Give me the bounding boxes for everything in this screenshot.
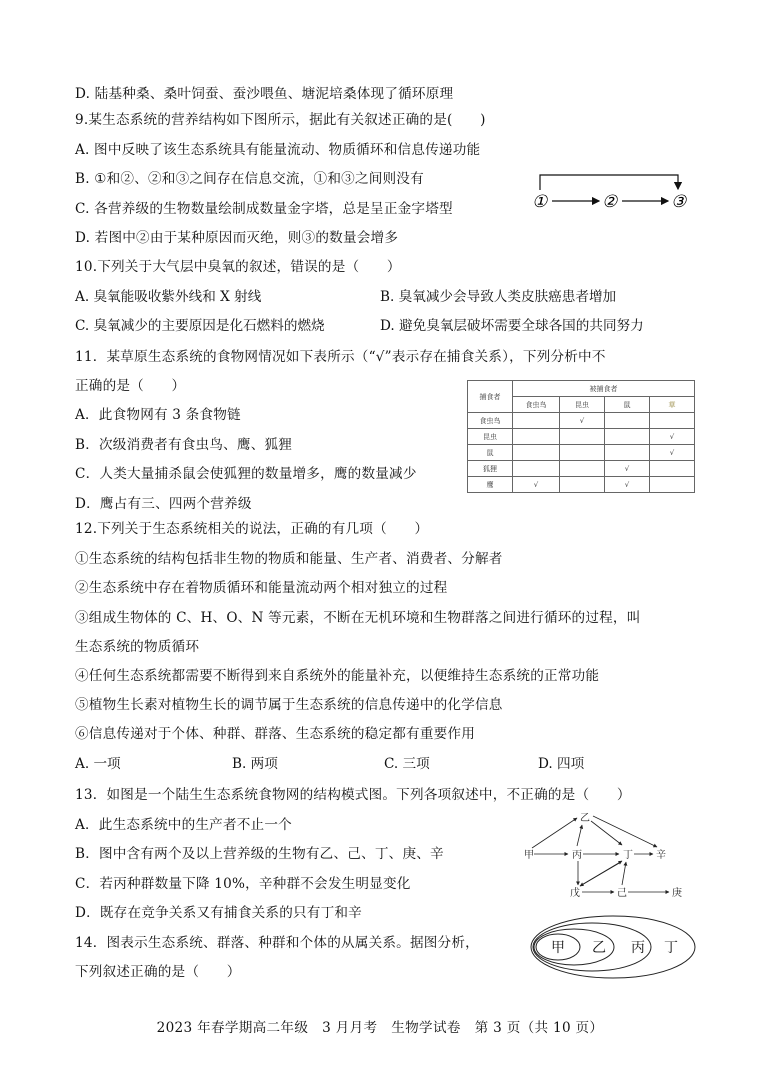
q13-option-b: B．图中含有两个及以上营养级的生物有乙、己、丁、庚、辛 xyxy=(75,846,444,862)
table-cell xyxy=(513,461,560,477)
q12-item-5: ⑤植物生长素对植物生长的调节属于生态系统的信息传递中的化学信息 xyxy=(75,697,503,713)
q9-option-c: C. 各营养级的生物数量绘制成数量金字塔，总是呈正金字塔型 xyxy=(75,201,453,217)
table-col-header: 鼠 xyxy=(605,397,650,413)
node-ji: 己 xyxy=(617,888,627,899)
q8-option-d: D. 陆基种桑、桑叶饲蚕、蚕沙喂鱼、塘泥培桑体现了循环原理 xyxy=(75,86,454,102)
node-wu: 戊 xyxy=(570,888,580,899)
q11-option-a: A．此食物网有 3 条食物链 xyxy=(75,407,241,423)
edge-yi-ding xyxy=(591,821,622,845)
q12-item-6: ⑥信息传递对于个体、种群、群落、生态系统的稳定都有重要作用 xyxy=(75,726,476,742)
q10-stem: 10.下列关于大气层中臭氧的叙述，错误的是（ ） xyxy=(75,259,401,275)
table-row-label: 食虫鸟 xyxy=(468,413,513,429)
q11-option-b: B．次级消费者有食虫鸟、鹰、狐狸 xyxy=(75,437,293,453)
q12-option-d: D. 四项 xyxy=(538,756,585,772)
q12-item-3: ③组成生物体的 C、H、O、N 等元素，不断在无机环境和生物群落之间进行循环的过程，叫 xyxy=(75,610,641,626)
q13-option-a: A．此生态系统中的生产者不止一个 xyxy=(75,817,292,833)
table-cell xyxy=(560,461,605,477)
table-cell xyxy=(650,477,695,493)
q12-item-4: ④任何生态系统都需要不断得到来自系统外的能量补充，以便维持生态系统的正常功能 xyxy=(75,668,600,684)
table-row xyxy=(468,477,695,493)
table-row xyxy=(468,429,695,445)
table-cell: √ xyxy=(513,477,560,493)
table-cell: √ xyxy=(650,429,695,445)
edge-yi-xin xyxy=(593,816,657,847)
q9-option-a: A. 图中反映了该生态系统具有能量流动、物质循环和信息传递功能 xyxy=(75,142,481,158)
q11-option-d: D．鹰占有三、四两个营养级 xyxy=(75,496,252,512)
q9-node-3: ③ xyxy=(671,192,687,212)
edge-ding-wu xyxy=(580,862,621,886)
table-row-label: 昆虫 xyxy=(468,429,513,445)
q13-stem: 13．如图是一个陆生生态系统食物网的结构模式图。下列各项叙述中，不正确的是（ ） xyxy=(75,787,631,803)
label-jia: 甲 xyxy=(551,940,565,956)
node-yi: 乙 xyxy=(580,813,590,824)
q9-arrow-1-3 xyxy=(540,175,678,190)
label-ding: 丁 xyxy=(664,940,678,956)
table-cell: √ xyxy=(605,477,650,493)
edge-ji-ding xyxy=(622,862,626,885)
q11-stem-line1: 11．某草原生态系统的食物网情况如下表所示（“√”表示存在捕食关系），下列分析中不 xyxy=(75,349,606,365)
table-cell xyxy=(560,477,605,493)
q12-option-c: C. 三项 xyxy=(384,756,430,772)
q9-option-b: B. ①和②、②和③之间存在信息交流，①和③之间则没有 xyxy=(75,171,424,187)
table-row xyxy=(468,413,695,429)
q9-option-d: D. 若图中②由于某种原因而灭绝，则③的数量会增多 xyxy=(75,230,399,246)
table-cell xyxy=(650,413,695,429)
table-cell xyxy=(560,445,605,461)
q12-stem: 12.下列关于生态系统相关的说法，正确的有几项（ ） xyxy=(75,521,429,537)
q13-option-c: C．若丙种群数量下降 10%，辛种群不会发生明显变化 xyxy=(75,876,411,892)
q14-stem-line2: 下列叙述正确的是（ ） xyxy=(75,964,241,980)
table-row-label: 鹰 xyxy=(468,477,513,493)
q11-foodweb-table xyxy=(467,380,695,493)
q14-nested-ellipses xyxy=(528,913,698,981)
table-cell xyxy=(605,413,650,429)
table-row xyxy=(468,461,695,477)
edge-jia-yi xyxy=(532,818,577,848)
table-col-header: 昆虫 xyxy=(560,397,605,413)
q11-stem-line2: 正确的是（ ） xyxy=(75,378,186,394)
q14-stem-line1: 14．图表示生态系统、群落、种群和个体的从属关系。据图分析， xyxy=(75,935,479,951)
q13-foodweb-diagram xyxy=(520,806,700,904)
q11-option-c: C．人类大量捕杀鼠会使狐狸的数量增多，鹰的数量减少 xyxy=(75,466,417,482)
table-row xyxy=(468,445,695,461)
q10-option-b: B. 臭氧减少会导致人类皮肤癌患者增加 xyxy=(380,289,617,305)
table-cell: √ xyxy=(650,445,695,461)
q9-node-1: ① xyxy=(532,192,548,212)
table-cell xyxy=(605,445,650,461)
table-cell xyxy=(513,413,560,429)
q10-option-a: A. 臭氧能吸收紫外线和 X 射线 xyxy=(75,289,262,305)
table-cell xyxy=(513,445,560,461)
table-col-header: 食虫鸟 xyxy=(513,397,560,413)
label-yi: 乙 xyxy=(592,940,606,956)
q9-node-2: ② xyxy=(602,192,618,212)
table-row-label: 鼠 xyxy=(468,445,513,461)
node-jia: 甲 xyxy=(524,850,534,861)
table-cell: √ xyxy=(560,413,605,429)
edge-bing-yi xyxy=(577,825,582,846)
q10-option-d: D. 避免臭氧层破坏需要全球各国的共同努力 xyxy=(380,318,644,334)
table-corner: 捕食者 xyxy=(468,381,513,413)
page-footer: 2023 年春学期高二年级 3 月月考 生物学试卷 第 3 页（共 10 页） xyxy=(156,1020,604,1036)
table-cell xyxy=(513,429,560,445)
q12-item-1: ①生态系统的结构包括非生物的物质和能量、生产者、消费者、分解者 xyxy=(75,551,503,567)
table-cell xyxy=(605,429,650,445)
q12-option-b: B. 两项 xyxy=(232,756,278,772)
node-xin: 辛 xyxy=(656,850,666,861)
q10-option-c: C. 臭氧减少的主要原因是化石燃料的燃烧 xyxy=(75,318,325,334)
q12-option-a: A. 一项 xyxy=(75,756,121,772)
q12-item-3-cont: 生态系统的物质循环 xyxy=(75,639,200,655)
q9-chain-diagram xyxy=(528,170,693,215)
table-row-label: 狐狸 xyxy=(468,461,513,477)
table-cell: √ xyxy=(605,461,650,477)
table-col-header: 草 xyxy=(650,397,695,413)
table-cell xyxy=(650,461,695,477)
table-group-header: 被捕食者 xyxy=(513,381,695,397)
q13-option-d: D．既存在竞争关系又有捕食关系的只有丁和辛 xyxy=(75,905,362,921)
q9-stem: 9.某生态系统的营养结构如下图所示，据此有关叙述正确的是( ) xyxy=(75,112,486,128)
table-cell xyxy=(560,429,605,445)
label-bing: 丙 xyxy=(631,940,645,956)
q12-item-2: ②生态系统中存在着物质循环和能量流动两个相对独立的过程 xyxy=(75,580,448,596)
node-ding: 丁 xyxy=(623,850,633,861)
node-bing: 丙 xyxy=(572,850,582,861)
node-geng: 庚 xyxy=(672,888,682,899)
